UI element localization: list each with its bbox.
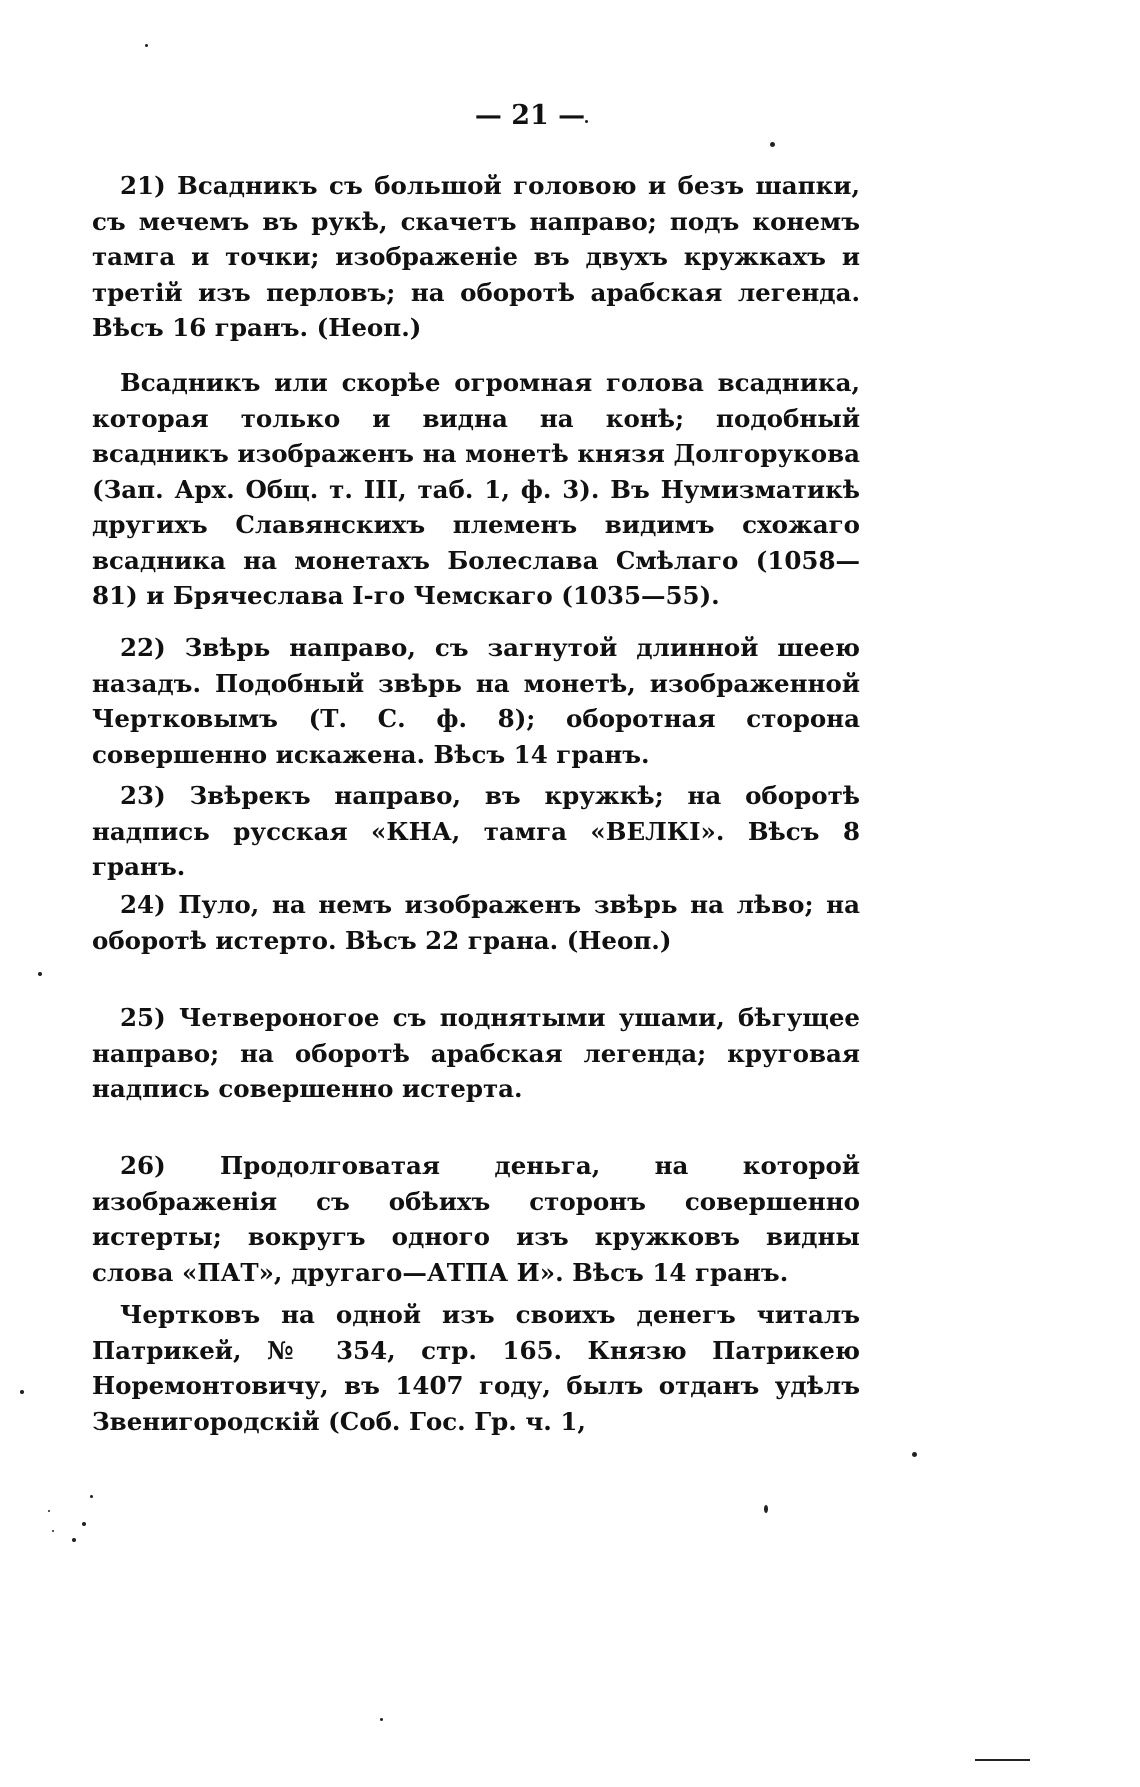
scan-speck bbox=[585, 120, 588, 123]
paragraph-21: 21) Всадникъ съ большой головою и безъ шапки, съ мечемъ въ рукѣ, скачетъ направо; подъ конемъ тамга и точки; изображеніе въ двухъ кружкахъ и третій изъ перловъ; на оборотѣ арабская легенда. Вѣсъ 16 гранъ. (Неоп.) bbox=[92, 171, 860, 342]
scan-speck bbox=[90, 1495, 93, 1498]
paragraph-26: 26) Продолговатая деньга, на которой изображенія съ обѣихъ сторонъ совершенно истерты; вокругъ одного изъ кружковъ видны слова «ПАТ», другаго—АТПА И». Вѣсъ 14 гранъ. bbox=[92, 1151, 860, 1287]
scan-speck bbox=[72, 1538, 76, 1542]
scan-speck bbox=[380, 1718, 383, 1721]
paragraph-22: 22) Звѣрь направо, съ загнутой длинной шеею назадъ. Подобный звѣрь на монетѣ, изображенной Чертковымъ (Т. С. ф. 8); оборотная сторона совершенно искажена. Вѣсъ 14 гранъ. bbox=[92, 633, 860, 769]
scan-speck bbox=[145, 44, 148, 47]
scan-speck bbox=[38, 972, 42, 976]
scan-speck bbox=[770, 142, 775, 147]
scan-speck bbox=[48, 1510, 50, 1512]
scan-speck bbox=[20, 1390, 24, 1394]
page-number: — 21 — bbox=[474, 100, 586, 131]
paragraph-commentary-21: Всадникъ или скорѣе огромная голова всадника, которая только и видна на конѣ; подобный всадникъ изображенъ на монетѣ князя Долгорукова (Зап. Арх. Общ. т. III, таб. 1, ф. 3). Въ Нумизматикѣ другихъ Славянскихъ племенъ видимъ схожаго всадника на монетахъ Болеслава Смѣлаго (1058—81) и Брячеслава I-го Чемскаго (1035—55). bbox=[92, 368, 860, 610]
scan-speck bbox=[764, 1505, 768, 1513]
paragraph-24: 24) Пуло, на немъ изображенъ звѣрь на лѣво; на оборотѣ истерто. Вѣсъ 22 грана. (Неоп.) bbox=[92, 890, 860, 955]
scan-speck bbox=[912, 1452, 917, 1457]
paragraph-25: 25) Четвероногое съ поднятыми ушами, бѣгущее направо; на оборотѣ арабская легенда; круговая надпись совершенно истерта. bbox=[92, 1003, 860, 1103]
scan-speck bbox=[82, 1522, 86, 1526]
paragraph-commentary-26: Чертковъ на одной изъ своихъ денегъ читалъ Патрикей, № 354, стр. 165. Князю Патрикею Норемонтовичу, въ 1407 году, былъ отданъ удѣлъ Звенигородскій (Соб. Гос. Гр. ч. 1, bbox=[92, 1300, 860, 1436]
scan-mark bbox=[975, 1759, 1030, 1761]
scan-speck bbox=[52, 1530, 54, 1532]
paragraph-23: 23) Звѣрекъ направо, въ кружкѣ; на оборотѣ надпись русская «КНА, тамга «ВЕЛКІ». Вѣсъ 8 гранъ. bbox=[92, 781, 860, 881]
